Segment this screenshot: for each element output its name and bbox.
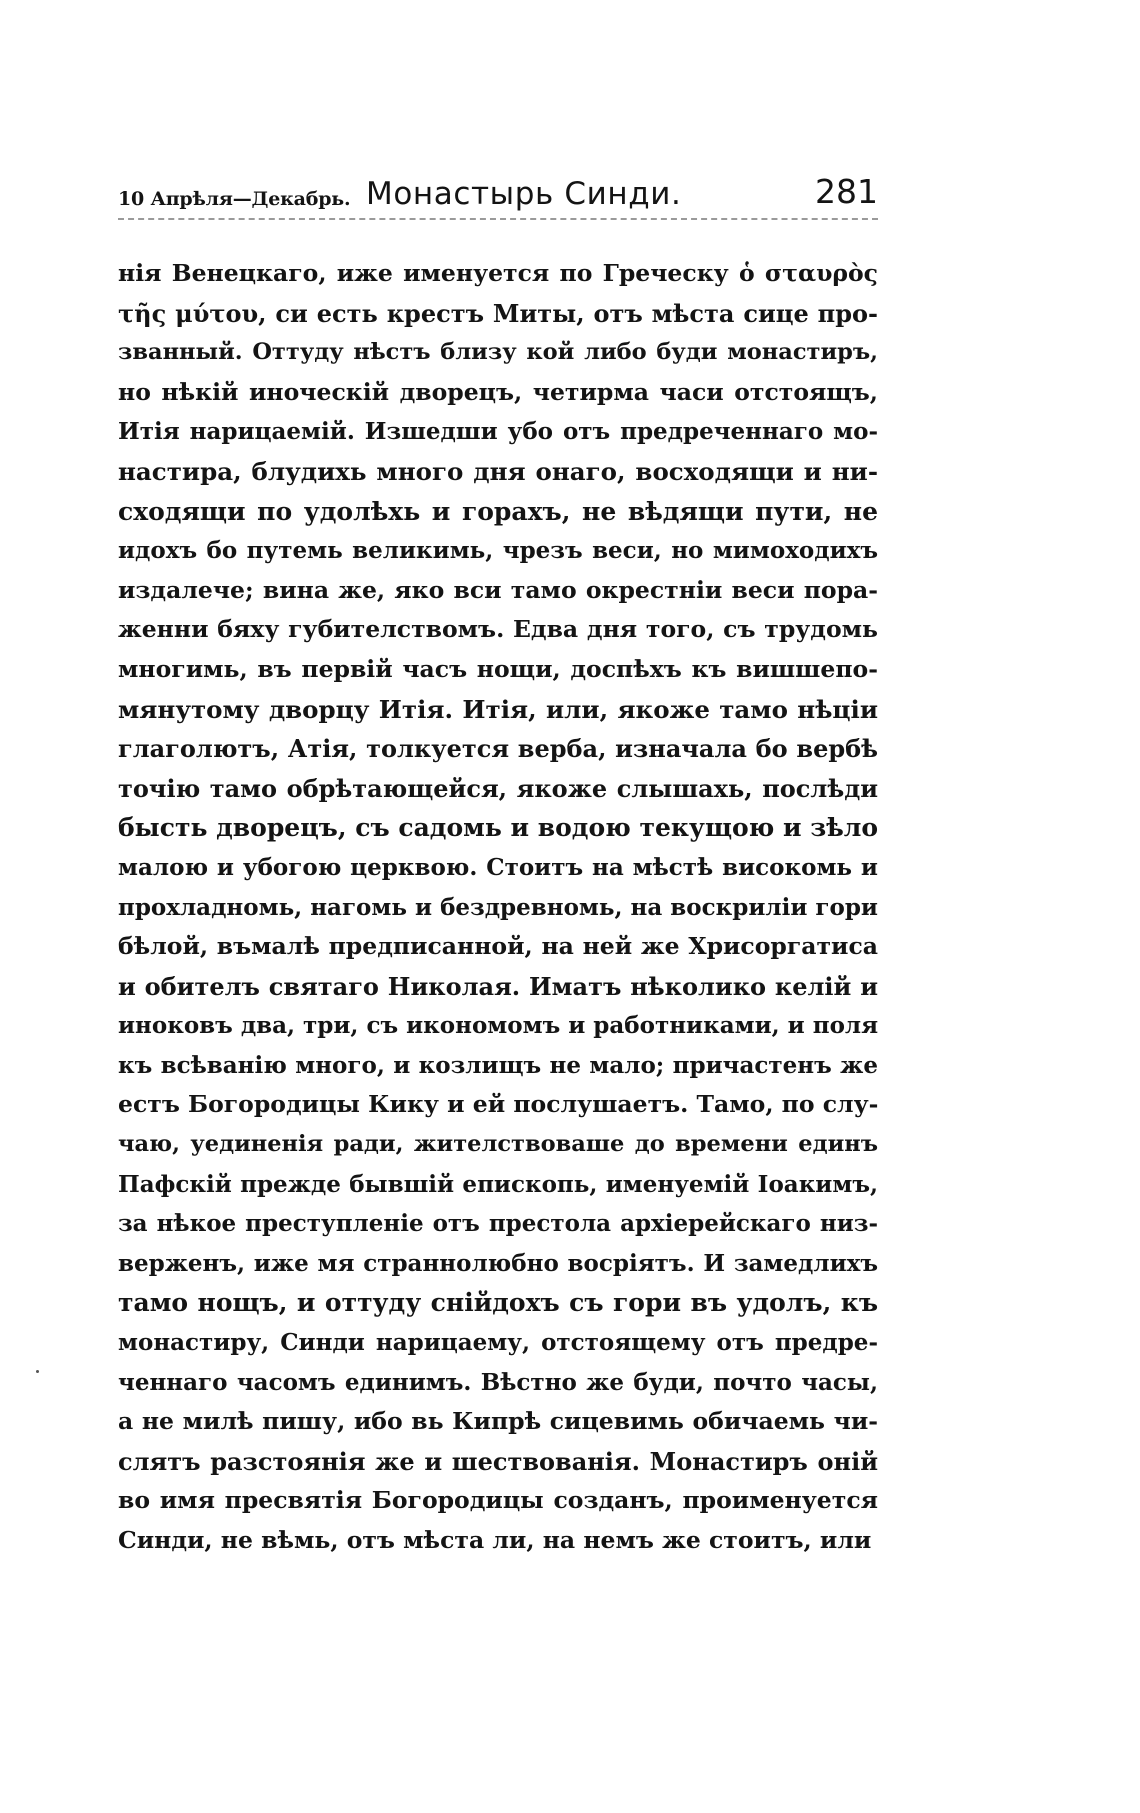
text-line: бѣлой, въмалѣ предписанной, на ней же Хрисоргатиса <box>118 932 878 961</box>
text-line: ченнаго часомъ единимъ. Вѣстно же буди, почто часы, <box>118 1368 878 1396</box>
text-line: нія Венецкаго, иже именуется по Греческу ὁ σταυρὸς <box>118 259 878 287</box>
page-number: 281 <box>815 172 878 211</box>
text-line: верженъ, иже мя страннолюбно восріятъ. И замедлихъ <box>118 1249 878 1277</box>
body-text <box>118 254 878 1561</box>
running-head-dates: 10 Апрѣля—Декабрь. <box>118 188 351 210</box>
text-line: монастиру, Синди нарицаему, отстоящему отъ предре- <box>118 1329 878 1357</box>
text-line: Синди, не вѣмь, отъ мѣста ли, на немъ же стоитъ, или <box>118 1526 872 1554</box>
text-line: издалече; вина же, яко вси тамо окрестніи веси пора- <box>118 575 878 604</box>
text-line: чаю, уединенія ради, жителствоваше до времени единъ <box>118 1131 878 1158</box>
text-line: прохладномь, нагомь и бездревномь, на воскриліи гори <box>118 893 878 921</box>
text-line: за нѣкое преступленіе отъ престола архіерейскаго низ- <box>118 1210 878 1238</box>
text-line: женни бяху губителствомъ. Едва дня того, съ трудомь <box>118 615 878 644</box>
header-rule <box>118 218 878 220</box>
text-line: глаголютъ, Атія, толкуется верба, изначала бо вербѣ <box>118 734 878 764</box>
text-line: во имя пресвятія Богородицы созданъ, проименуется <box>118 1486 878 1515</box>
text-line: сходящи по удолѣхь и горахъ, не вѣдящи пути, не <box>118 496 878 526</box>
text-line: естъ Богородицы Кику и ей послушаетъ. Тамо, по слу- <box>118 1090 879 1119</box>
text-line: слятъ разстоянія же и шествованія. Монастиръ оній <box>118 1446 878 1476</box>
running-head-title: Монастырь Синди. <box>366 176 682 212</box>
text-line: настира, блудихь много дня онаго, восходящи и ни- <box>118 456 878 486</box>
text-line: къ всѣванію много, и козлищъ не мало; причастенъ же <box>118 1051 878 1079</box>
text-line: Итія нарицаемій. Изшедши убо отъ предреченнаго мо- <box>118 418 878 446</box>
text-line: тамо нощъ, и оттуду снійдохъ съ гори въ удолъ, къ <box>118 1288 878 1318</box>
text-line: идохъ бо путемь великимь, чрезъ веси, но мимоходихъ <box>118 537 878 565</box>
text-line: но нѣкій иноческій дворецъ, четирма часи отстоящъ, <box>118 377 878 406</box>
text-line: малою и убогою церквою. Стоитъ на мѣстѣ високомь и <box>118 853 878 881</box>
text-line: точію тамо обрѣтающейся, якоже слышахь, послѣди <box>118 773 878 803</box>
text-line: и обителъ святаго Николая. Иматъ нѣколико келій и <box>118 971 878 1001</box>
text-line: многимь, въ первій часъ нощи, доспѣхъ къ вишшепо- <box>118 654 878 683</box>
text-line: τῆς μύτου, си есть крестъ Миты, отъ мѣста сице про- <box>118 298 878 328</box>
running-head <box>118 170 878 222</box>
text-line: а не милѣ пишу, ибо вь Кипрѣ сицевимь обичаемь чи- <box>118 1407 878 1436</box>
text-line: бысть дворецъ, съ садомь и водою текущою и зѣло <box>118 813 879 843</box>
text-line: Пафскій прежде бывшій епископь, именуемій Іоакимъ, <box>118 1170 878 1198</box>
text-line: иноковъ два, три, съ икономомъ и работниками, и поля <box>118 1012 879 1040</box>
text-line: званный. Оттуду нѣстъ близу кой либо буди монастиръ, <box>118 339 878 366</box>
margin-speck <box>36 1370 39 1373</box>
text-line: мянутому дворцу Итія. Итія, или, якоже тамо нѣціи <box>118 694 878 724</box>
